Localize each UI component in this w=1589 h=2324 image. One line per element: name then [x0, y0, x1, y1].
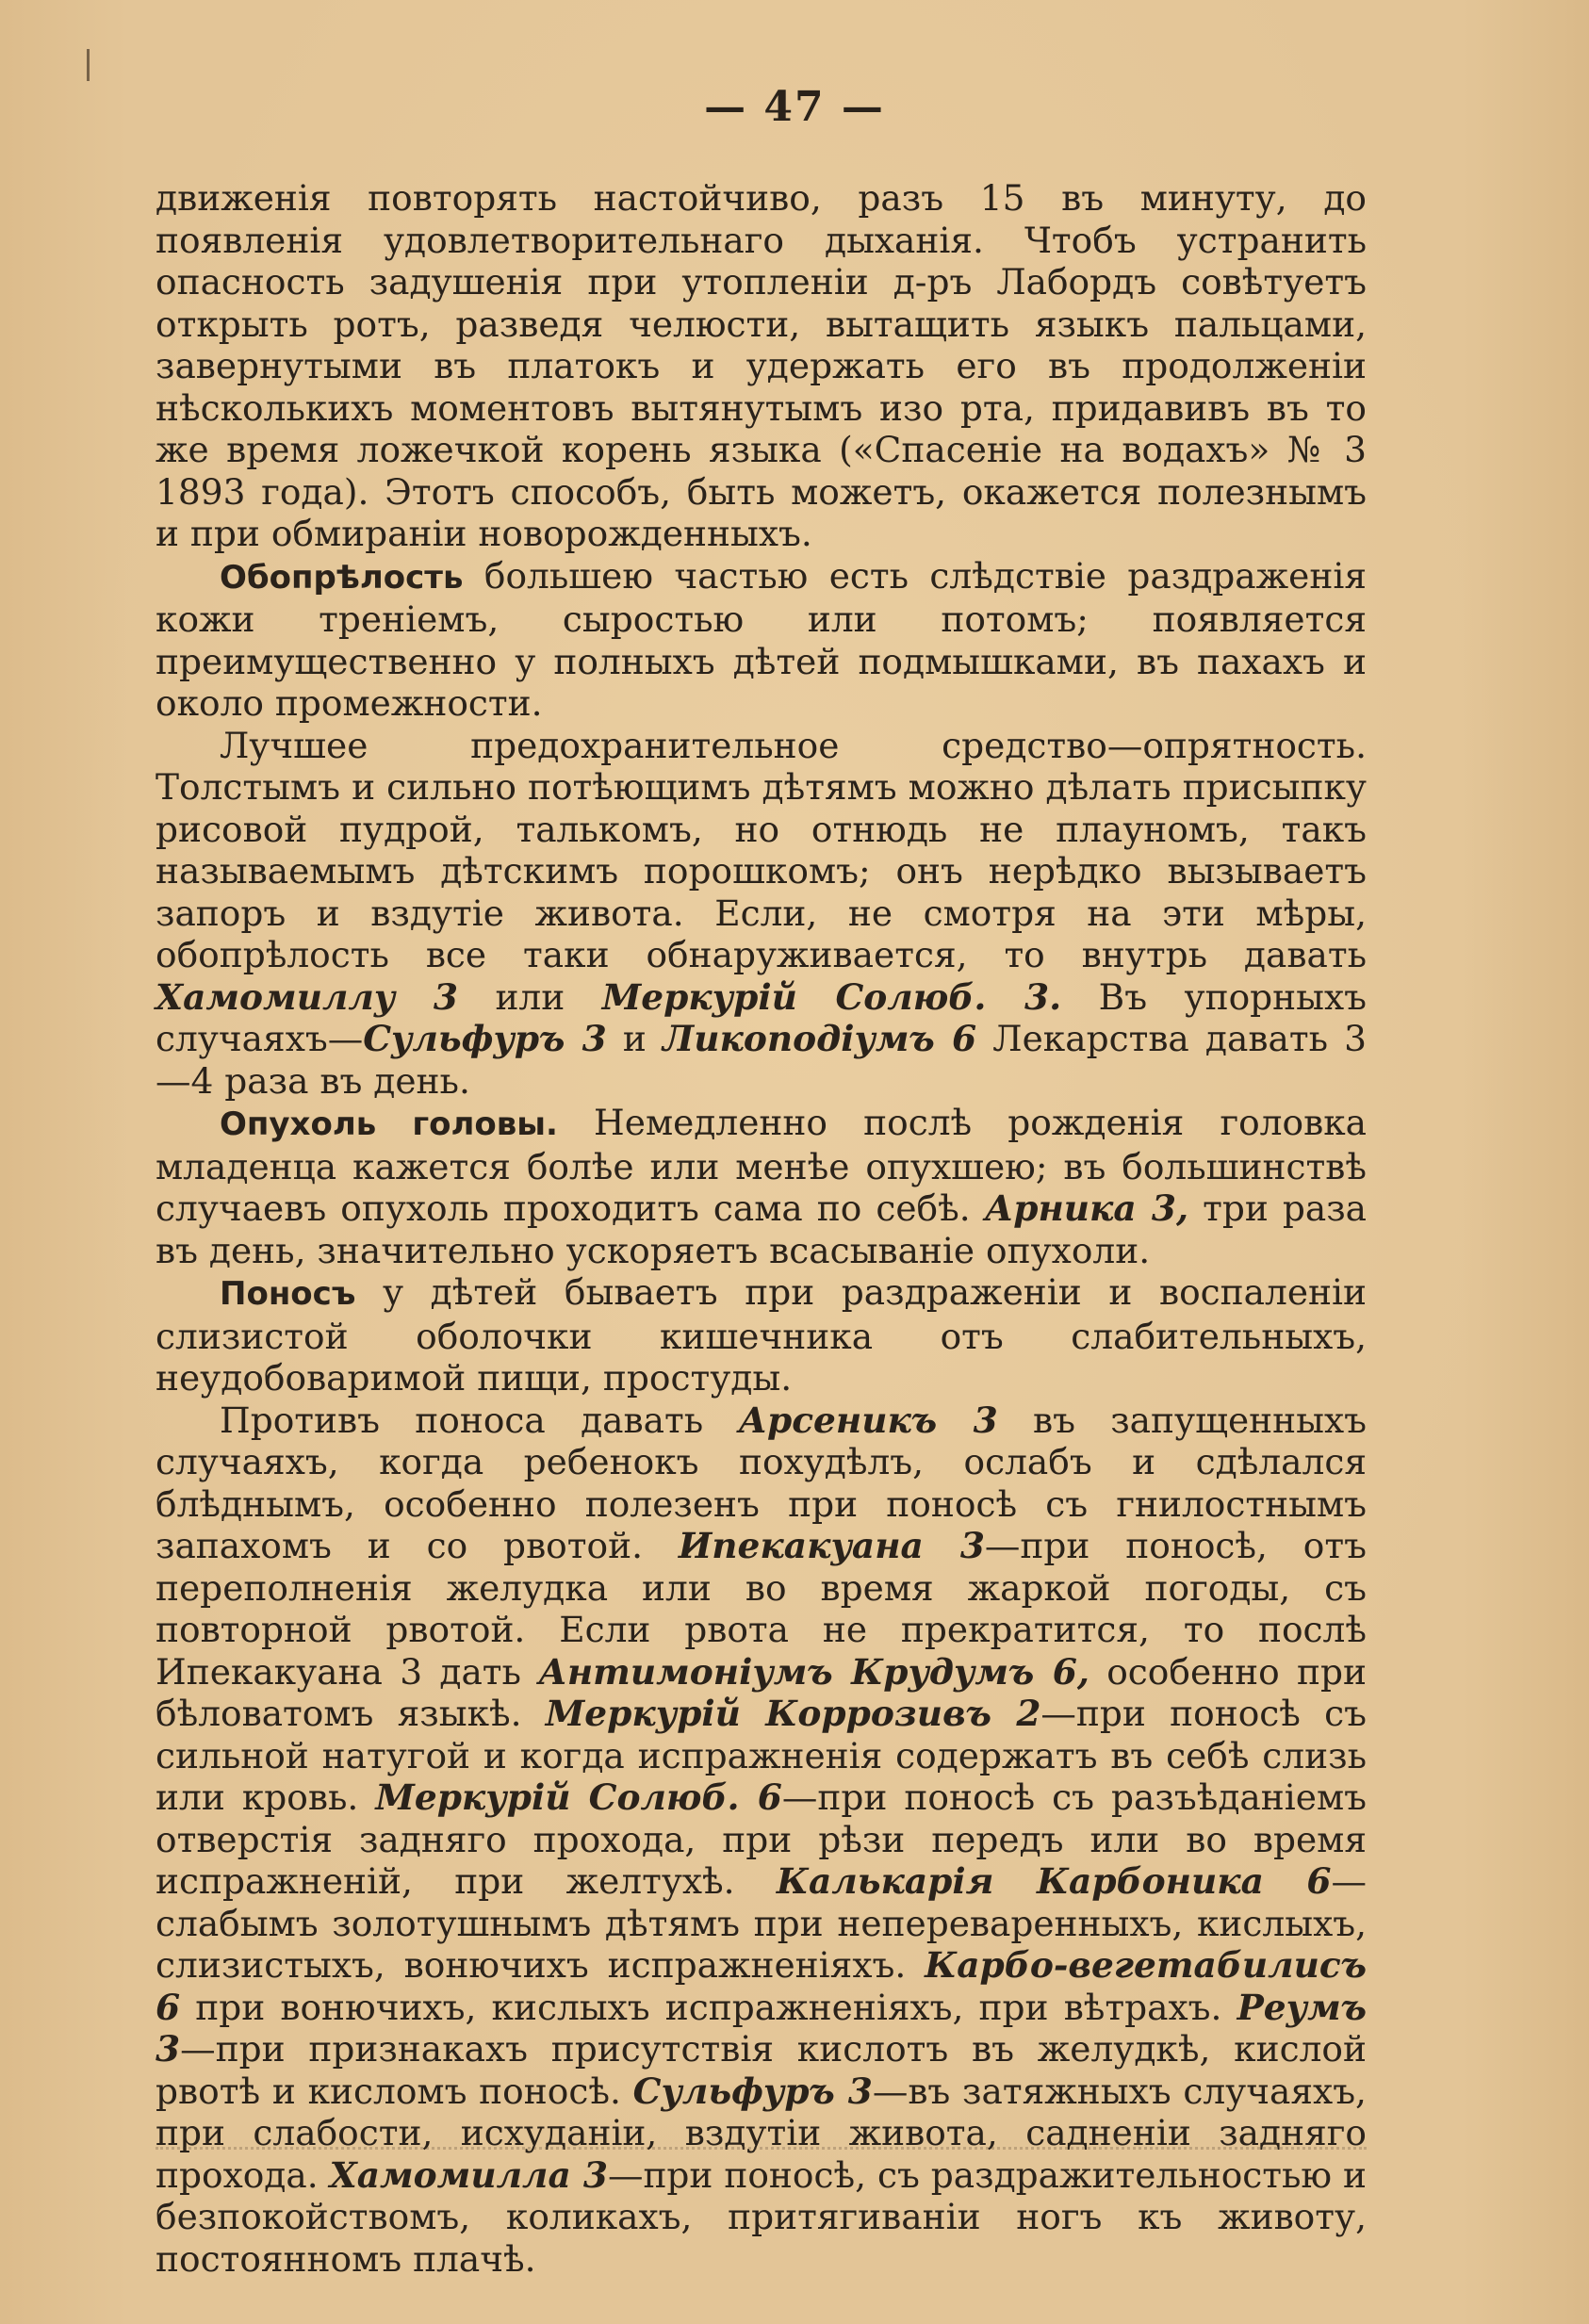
paragraph — [156, 177, 1367, 555]
remedy-name: Антимоніумъ Крудумъ 6, — [538, 1650, 1089, 1693]
remedy-name: Калькарія Карбоника 6 — [776, 1860, 1332, 1902]
text-run: Немедленно послѣ рожденія головка младенца кажется болѣе или менѣе опухшею; въ большинствѣ случаевъ опухоль проходитъ сама по себѣ. — [156, 1102, 1367, 1229]
section-term: Поносъ — [220, 1275, 356, 1313]
page-number: — 47 — — [704, 83, 885, 131]
text-run: —при поносѣ съ сильной натугой и когда испражненія содержатъ въ себѣ слизь или кровь. — [156, 1693, 1367, 1818]
text-run: въ запущенныхъ случаяхъ, когда ребенокъ похудѣлъ, ослабъ и сдѣлался блѣднымъ, особенно полезенъ при поносѣ съ гнилостнымъ запахомъ и со рвотой. — [156, 1399, 1367, 1566]
text-run: —при поносѣ, съ раздражительностью и безпокойствомъ, коликахъ, притягиваніи ногъ къ животу, постоянномъ плачѣ. — [156, 2153, 1368, 2280]
remedy-name: Ликоподіумъ 6 — [663, 1018, 977, 1059]
text-run: у дѣтей бываетъ при раздраженіи и воспаленіи слизистой оболочки кишечника отъ слабительныхъ, неудобоваримой пищи, простуды. — [156, 1271, 1367, 1399]
remedy-name: Хамомилла 3 — [329, 2153, 608, 2196]
text-run: —слабымъ золотушнымъ дѣтямъ при непереваренныхъ, кислыхъ, слизистыхъ, вонючихъ испражненіяхъ. — [156, 1860, 1367, 1986]
remedy-name: Сульфуръ 3 — [363, 1018, 607, 1059]
remedy-name: Меркурій Коррозивъ 2 — [545, 1693, 1041, 1734]
paragraph — [156, 555, 1367, 725]
text-run: Лекарства давать 3—4 раза въ день. — [156, 1018, 1367, 1102]
text-run: при вонючихъ, кислыхъ испражненіяхъ, при вѣтрахъ. — [180, 1986, 1237, 2028]
text-run: движенія повторять настойчиво, разъ 15 въ минуту, до появленія удовлетворительнаго дыханія. Чтобъ устранить опасность задушенія при утопленіи д-ръ Лабордъ совѣтуетъ открыть ротъ, разведя челюсти, вытащить языкъ пальцами, завернутыми въ платокъ и удержать его въ продолженіи нѣсколькихъ моментовъ вытянутымъ изо рта, придавивъ въ то же время ложечкой корень языка («Спасеніе на водахъ» № 3 1893 года). Этотъ способъ, быть можетъ, окажется полезнымъ и при обмираніи новорожденныхъ. — [156, 177, 1367, 554]
text-run: Лучшее предохранительное средство—опрятность. Толстымъ и сильно потѣющимъ дѣтямъ можно дѣлать присыпку рисовой пудрой, талькомъ, но отнюдь не плауномъ, такъ называемымъ дѣтскимъ порошкомъ; онъ нерѣдко вызываетъ запоръ и вздутіе живота. Если, не смотря на эти мѣры, обопрѣлость все таки обнаруживается, то внутрь давать — [156, 724, 1367, 975]
margin-mark — [87, 49, 90, 81]
remedy-name: Меркурій Солюб. 3. — [601, 975, 1062, 1018]
text-run: —при поносѣ, отъ переполненія желудка или во время жаркой погоды, съ повторной рвотой. Если рвота не прекратится, то послѣ Ипекакуана 3 дать — [156, 1525, 1367, 1693]
paragraph — [156, 1102, 1367, 1271]
remedy-name: Карбо-вегетабилисъ 6 — [156, 1944, 1367, 2028]
remedy-name: Сульфуръ 3 — [632, 2070, 873, 2112]
text-run: особенно при бѣловатомъ языкѣ. — [156, 1650, 1367, 1734]
remedy-name: Арсеникъ 3 — [738, 1399, 998, 1441]
remedy-name: Ипекакуана 3 — [678, 1525, 985, 1566]
text-run: три раза въ день, значительно ускоряетъ всасываніе опухоли. — [156, 1187, 1368, 1271]
text-run: или — [457, 975, 602, 1018]
text-run: большею частью есть слѣдствіе раздраженія кожи треніемъ, сыростью или потомъ; появляется преимущественно у полныхъ дѣтей подмышками, въ пахахъ и около промежности. — [156, 554, 1367, 724]
section-term: Обопрѣлость — [220, 558, 464, 597]
paragraph — [156, 1271, 1367, 1399]
decorative-dotted-line — [156, 2147, 1367, 2159]
remedy-name: Меркурій Солюб. 6 — [375, 1776, 782, 1818]
text-run: и — [606, 1018, 663, 1059]
text-run: —въ затяжныхъ случаяхъ, при слабости, исхуданіи, вздутіи живота, садненіи задняго прохода. — [156, 2070, 1367, 2196]
text-run: —при поносѣ съ разъѣданіемъ отверстія задняго прохода, при рѣзи передъ или во время испражненій, при желтухѣ. — [156, 1776, 1367, 1902]
body-text — [156, 177, 1367, 2280]
remedy-name: Арника 3, — [984, 1187, 1189, 1229]
remedy-name: Хамомиллу 3 — [156, 975, 458, 1018]
remedy-name: Реумъ 3 — [156, 1986, 1367, 2070]
section-term: Опухоль головы. — [220, 1105, 558, 1143]
paragraph — [156, 725, 1367, 1103]
text-run: —при признакахъ присутствія кислотъ въ желудкѣ, кислой рвотѣ и кисломъ поносѣ. — [156, 2028, 1367, 2112]
text-run: Въ упорныхъ случаяхъ— — [156, 975, 1368, 1059]
text-run: Противъ поноса давать — [220, 1399, 739, 1441]
